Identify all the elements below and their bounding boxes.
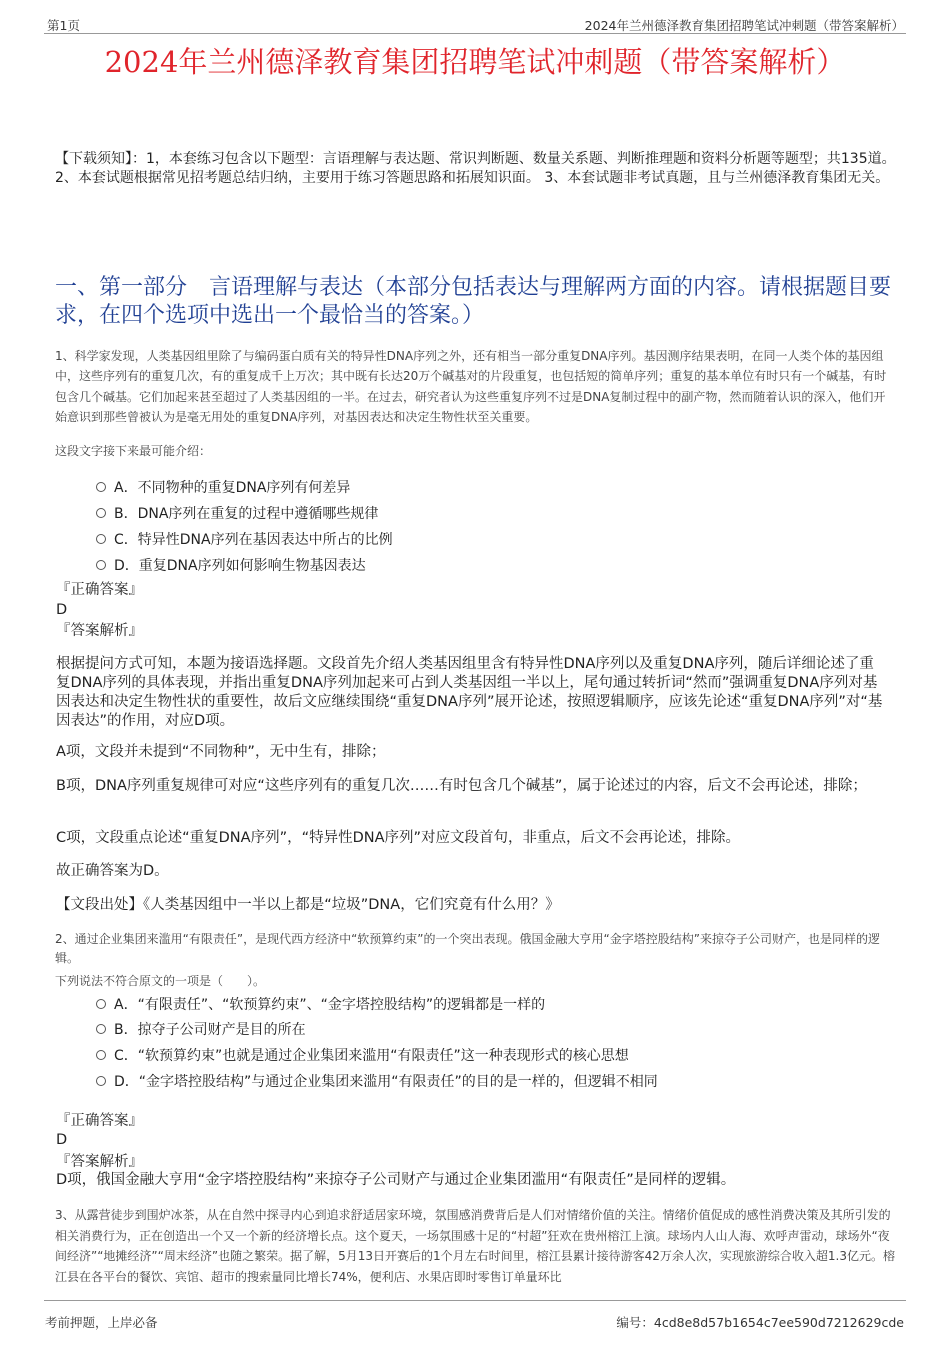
option-label: D．重复DNA序列如何影响生物基因表达	[114, 558, 366, 574]
q1-analysis-label: 『答案解析』	[56, 623, 143, 639]
q2-stem: 2、通过企业集团来滥用“有限责任”，是现代西方经济中“软预算约束”的一个突出表现。俄国金融大亨用“金字塔控股结构”来掠夺子公司财产，也是同样的逻辑。	[55, 932, 880, 965]
q1-answer: D	[56, 602, 68, 618]
radio-icon[interactable]	[96, 560, 106, 570]
q2-option-a[interactable]	[96, 994, 545, 1014]
q1-answer-label: 『正确答案』	[56, 582, 143, 598]
q1-analysis: 根据提问方式可知，本题为接语选择题。文段首先介绍人类基因组里含有特异性DNA序列以及重复DNA序列，随后详细论述了重复DNA序列的具体表现，并指出重复DNA序列加起来可占到人类基因组一半以上，尾句通过转折词“然而”强调重复DNA序列对基因表达和决定生物性状的重要性，故后文应继续围绕“重复DNA序列”展开论述，按照逻辑顺序，应该先论述“重复DNA序列”对“基因表达”的作用，对应D项。	[56, 656, 883, 729]
header-divider	[44, 33, 906, 34]
radio-icon[interactable]	[96, 1024, 106, 1034]
q2-analysis: D项，俄国金融大亨用“金字塔控股结构”来掠夺子公司财产与通过企业集团滥用“有限责任”是同样的逻辑。	[56, 1172, 736, 1188]
option-label: A．“有限责任”、“软预算约束”、“金字塔控股结构”的逻辑都是一样的	[114, 997, 546, 1013]
q2-analysis-label: 『答案解析』	[56, 1154, 143, 1170]
option-label: C．“软预算约束”也就是通过企业集团来滥用“有限责任”这一种表现形式的核心思想	[114, 1048, 629, 1064]
section-heading: 一、第一部分 言语理解与表达（本部分包括表达与理解两方面的内容。请根据题目要求，在四个选项中选出一个最恰当的答案。）	[55, 275, 892, 328]
radio-icon[interactable]	[96, 1076, 106, 1086]
radio-icon[interactable]	[96, 999, 106, 1009]
q2-prompt: 下列说法不符合原文的一项是（ ）。	[55, 974, 266, 988]
page-title: 2024年兰州德泽教育集团招聘笔试冲刺题（带答案解析）	[104, 45, 846, 79]
q2-option-b[interactable]	[96, 1019, 306, 1039]
option-label: B．掠夺子公司财产是目的所在	[114, 1022, 306, 1038]
download-notice: 【下载须知】：1，本套练习包含以下题型：言语理解与表达题、常识判断题、数量关系题、判断推理题和资料分析题等题型；共135道。 2、本套试题根据常见招考题总结归纳，主要用于练习答题思路和拓展知识面。 3、本套试题非考试真题，且与兰州德泽教育集团无关。	[55, 151, 896, 186]
page-number: 第1页	[47, 18, 80, 33]
radio-icon[interactable]	[96, 534, 106, 544]
q3-stem: 3、从露营徒步到围炉冰茶，从在自然中探寻内心到追求舒适居家环境，氛围感消费背后是人们对情绪价值的关注。情绪价值促成的感性消费决策及其所引发的相关消费行为，正在创造出一个又一个新的经济增长点。这个夏天，一场氛围感十足的“村超”狂欢在贵州榕江上演。球场内人山人海、欢呼声雷动，球场外“夜间经济”“地摊经济”“周末经济”也随之繁荣。据了解，5月13日开赛后的1个月左右时间里，榕江县累计接待游客42万余人次，实现旅游综合收入超1.3亿元。榕江县在各平台的餐饮、宾馆、超市的搜索量同比增长74%，便利店、水果店即时零售订单量环比	[55, 1208, 895, 1284]
radio-icon[interactable]	[96, 1050, 106, 1060]
q1-note-a: A项，文段并未提到“不同物种”，无中生有，排除；	[56, 744, 386, 760]
q1-prompt: 这段文字接下来最可能介绍：	[55, 444, 212, 458]
q1-option-a[interactable]	[96, 477, 350, 497]
option-label: C．特异性DNA序列在基因表达中所占的比例	[114, 532, 393, 548]
footer-slogan: 考前押题，上岸必备	[45, 1315, 158, 1330]
radio-icon[interactable]	[96, 482, 106, 492]
footer-divider	[44, 1300, 906, 1301]
q1-note-c: C项，文段重点论述“重复DNA序列”，“特异性DNA序列”对应文段首句，非重点，后文不会再论述，排除。	[56, 830, 741, 846]
option-label: A．不同物种的重复DNA序列有何差异	[114, 480, 351, 496]
q1-note-b: B项，DNA序列重复规律可对应“这些序列有的重复几次……有时包含几个碱基”，属于论述过的内容，后文不会再论述，排除；	[56, 778, 867, 794]
option-label: D．“金字塔控股结构”与通过企业集团来滥用“有限责任”的目的是一样的，但逻辑不相同	[114, 1074, 658, 1090]
q1-option-c[interactable]	[96, 529, 393, 549]
q1-option-d[interactable]	[96, 555, 366, 575]
document-id: 编号：4cd8e8d57b1654c7ee590d7212629cde	[616, 1315, 904, 1330]
q1-source: 【文段出处】《人类基因组中一半以上都是“垃圾”DNA，它们究竟有什么用？》	[56, 897, 560, 913]
q2-option-d[interactable]	[96, 1071, 658, 1091]
q2-option-c[interactable]	[96, 1045, 629, 1065]
option-label: B．DNA序列在重复的过程中遵循哪些规律	[114, 506, 379, 522]
q2-answer: D	[56, 1132, 68, 1148]
q1-conclusion: 故正确答案为D。	[56, 863, 169, 879]
header-title: 2024年兰州德泽教育集团招聘笔试冲刺题（带答案解析）	[584, 18, 904, 33]
q2-answer-label: 『正确答案』	[56, 1113, 143, 1129]
q1-option-b[interactable]	[96, 503, 378, 523]
q1-stem: 1、科学家发现，人类基因组里除了与编码蛋白质有关的特异性DNA序列之外，还有相当一部分重复DNA序列。基因测序结果表明，在同一人类个体的基因组中，这些序列有的重复几次，有的重复成千上万次；其中既有长达20万个碱基对的片段重复，也包括短的简单序列；重复的基本单位有时只有一个碱基，有时包含几个碱基。它们加起来甚至超过了人类基因组的一半。在过去，研究者认为这些重复序列不过是DNA复制过程中的副产物，然而随着认识的深入，他们开始意识到那些曾被认为是毫无用处的重复DNA序列，对基因表达和决定生物性状至关重要。	[55, 349, 887, 424]
radio-icon[interactable]	[96, 508, 106, 518]
